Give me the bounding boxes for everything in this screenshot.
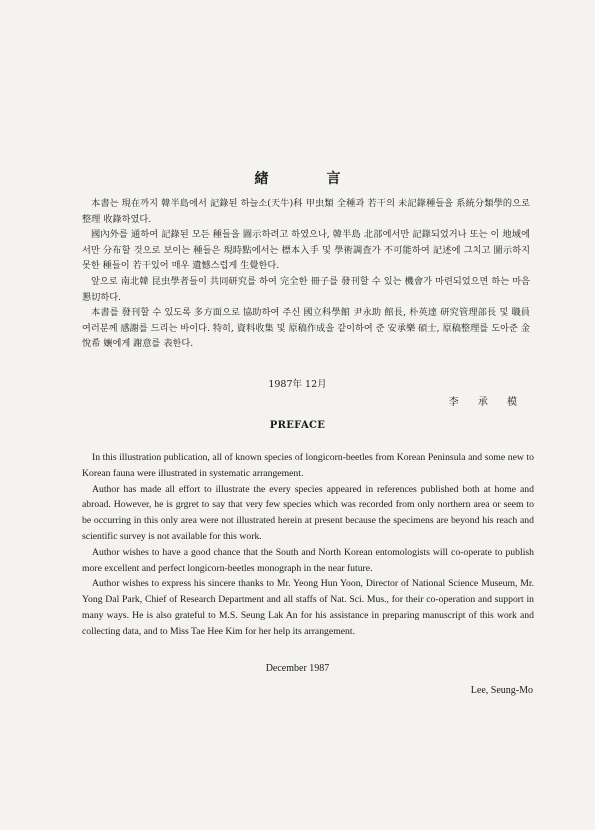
korean-preface-date: 1987年 12月 [268, 379, 327, 390]
english-preface-author: Lee, Seung-Mo [470, 685, 533, 696]
english-preface-title: PREFACE [269, 420, 326, 431]
english-preface-date: December 1987 [265, 663, 330, 674]
korean-preface-title: 緖 言 [254, 171, 363, 187]
english-preface-body [82, 450, 534, 640]
english-paragraph-4: Author wishes to express his sincere thanks to Mr. Yeong Hun Yoon, Director of National Science Museum, Mr. Yong Dal Park, Chief of Research Department and all staffs of Nat. Sci. Mus., for their co-operation and support in many ways. He is also grateful to M.S. Seung Lak An for his assistance in preparing manuscript of this work and collecting data, and to Miss Tae Hee Kim for her help its arrangement. [82, 578, 534, 637]
english-paragraph-2: Author has made all effort to illustrate the every species appeared in references published both at home and abroad. However, he is grgret to say that very few species which was recorded from only northern area or seem to be occurring in this only area were not illustrated herein at present because the specimens are beyond his reach and scientific survey is not available for this work. [82, 483, 534, 542]
english-paragraph-3: Author wishes to have a good chance that the South and North Korean entomologists will co-operate to publish more excellent and perfect longicorn-beetles monograph in the near future. [82, 546, 534, 574]
korean-paragraph-3: 앞으로 南北韓 昆虫學者들이 共同研究를 하여 完全한 冊子를 發刊할 수 있는 機會가 마련되었으면 하는 마음 懇切하다. [82, 275, 530, 303]
korean-preface-author: 李 承 模 [448, 397, 525, 408]
korean-paragraph-4: 本書를 發刊할 수 있도록 多方面으로 協助하여 주신 國立科學館 尹永助 館長, 朴英達 研究管理部長 및 職員 여러분께 感謝를 드리는 바이다. 特히, 資料收集 및 原稿作成을 같이하여 준 安承樂 碩士, 原稿整理를 도아준 金悅希 孃에게 謝意를 表한다. [82, 307, 530, 350]
english-paragraph-1: In this illustration publication, all of known species of longicorn-beetles from Korean Peninsula and some new to Korean fauna were illustrated in systematic arrangement. [82, 452, 534, 479]
korean-preface-body [82, 196, 530, 352]
korean-paragraph-2: 國內外를 通하여 記錄된 모든 種들을 圖示하려고 하였으나, 韓半島 北部에서만 記錄되었거나 또는 이 地域에서만 分布할 것으로 보이는 種들은 現時點에서는 標本入手 및 學術調査가 不可能하여 記述에 그치고 圖示하지 못한 種들이 若干있어 매우 遺憾스럽게 生覺한다. [82, 229, 530, 272]
korean-paragraph-1: 本書는 現在까지 韓半島에서 記錄된 하늘소(天牛)科 甲虫類 全種과 若干의 未記錄種들을 系統分類學的으로 整理 收錄하였다. [82, 198, 530, 225]
